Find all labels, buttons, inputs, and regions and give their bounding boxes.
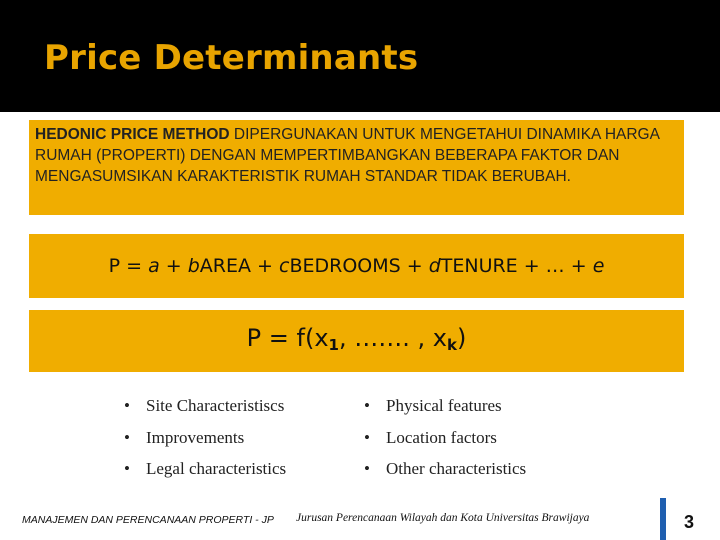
footer-course: MANAJEMEN DAN PERENCANAAN PROPERTI - JP (22, 514, 274, 526)
formula-text: , ……. , x (338, 324, 447, 352)
bullet-item (124, 459, 286, 479)
bullet-icon: • (364, 428, 370, 447)
formula-coef-b: b (187, 255, 200, 277)
bullet-label: Physical features (386, 396, 502, 415)
description-text: DIPERGUNAKAN UNTUK MENGETAHUI DINAMIKA HARGA RUMAH (PROPERTI) DENGAN MEMPERTIMBANGKAN BEBERAPA FAKTOR DAN MENGASUMSIKAN KARAKTERISTIK RUMAH STANDAR TIDAK BERUBAH. (35, 126, 660, 185)
formula-text: AREA + (199, 255, 279, 277)
formula-error-e: e (592, 255, 605, 277)
bullet-item (124, 396, 284, 416)
formula-function (29, 324, 684, 354)
bullet-label: Site Characteristiscs (146, 396, 285, 415)
bullet-icon: • (364, 459, 370, 478)
description-box (29, 120, 684, 215)
page-number: 3 (684, 512, 695, 532)
formula-coef-a: a (148, 255, 160, 277)
bullet-label: Location factors (386, 428, 497, 447)
formula-box-linear (29, 234, 684, 298)
formula-subscript: 1 (328, 336, 339, 354)
bullet-icon: • (364, 396, 370, 415)
bullet-label: Legal characteristics (146, 459, 287, 478)
bullet-item (364, 396, 502, 416)
page-number-bar (660, 498, 666, 540)
bullet-icon: • (124, 396, 130, 415)
description-lead: HEDONIC PRICE METHOD (35, 126, 230, 143)
formula-text: P = f(x (246, 324, 329, 352)
bullet-item (364, 459, 526, 479)
bullet-label: Improvements (146, 428, 245, 447)
formula-subscript: k (446, 336, 457, 354)
formula-text: ) (456, 324, 467, 352)
bullet-item (364, 428, 497, 448)
bullet-icon: • (124, 459, 130, 478)
formula-text: BEDROOMS + (289, 255, 429, 277)
bullet-item (124, 428, 244, 448)
formula-text: TENURE + … + (440, 255, 593, 277)
formula-coef-c: c (279, 255, 290, 277)
formula-text: + (159, 255, 188, 277)
title-bar (0, 0, 720, 112)
formula-coef-d: d (428, 255, 441, 277)
slide-title: Price Determinants (44, 38, 419, 78)
bullet-icon: • (124, 428, 130, 447)
bullet-label: Other characteristics (386, 459, 527, 478)
formula-box-function (29, 310, 684, 372)
formula-text: P = (108, 255, 149, 277)
formula-linear (109, 255, 605, 277)
footer-institution: Jurusan Perencanaan Wilayah dan Kota Universitas Brawijaya (296, 512, 590, 524)
